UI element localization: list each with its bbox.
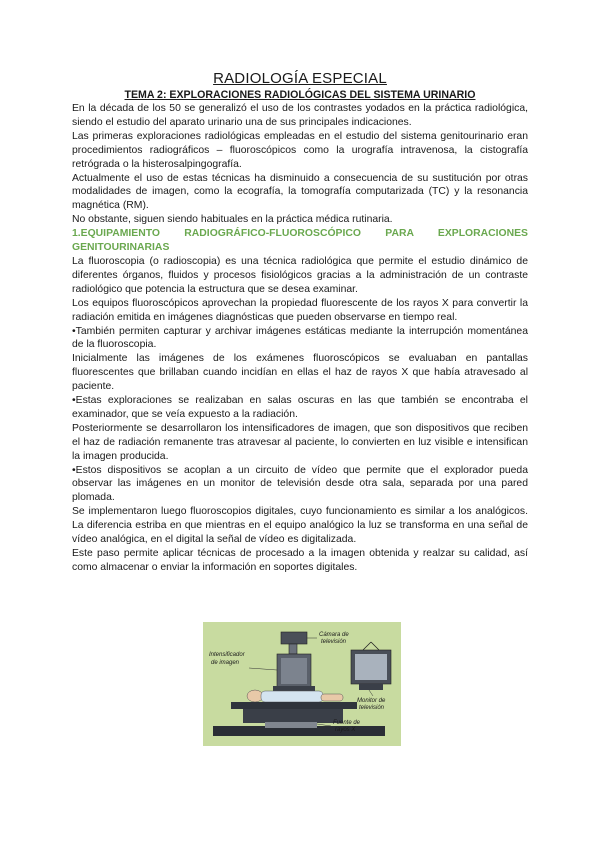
fluoroscopy-equipment-illustration bbox=[203, 622, 401, 746]
document-page bbox=[72, 70, 528, 575]
source-label-line1: Fuente de bbox=[333, 720, 361, 726]
camera-label-line2: televisión bbox=[321, 639, 347, 645]
paragraph: Este paso permite aplicar técnicas de procesado a la imagen obtenida y realzar su calidad, así como almacenar o enviar la información en soportes digitales. bbox=[72, 548, 528, 573]
topic-subtitle: TEMA 2: EXPLORACIONES RADIOLÓGICAS DEL SISTEMA URINARIO bbox=[124, 89, 476, 101]
section-heading: 1.EQUIPAMIENTO RADIOGRÁFICO-FLUOROSCÓPICO PARA EXPLORACIONES GENITOURINARIAS bbox=[72, 228, 528, 254]
paragraph: Los equipos fluoroscópicos aprovechan la propiedad fluorescente de los rayos X para convertir la radiación emitida en imágenes diagnósticas que pueden observarse en tiempo real. bbox=[72, 297, 528, 323]
bullet-paragraph: •También permiten capturar y archivar imágenes estáticas mediante la interrupción momentánea de la fluoroscopia. bbox=[72, 325, 528, 351]
paragraph: Posteriormente se desarrollaron los intensificadores de imagen, que son dispositivos que reciben el haz de radiación remanente tras atravesar al paciente, lo convierten en luz visible e intensifican la imagen producida. bbox=[72, 422, 528, 462]
image-intensifier bbox=[273, 654, 315, 692]
monitor-label-line1: Monitor de bbox=[357, 698, 386, 704]
source-label-line2: rayos X bbox=[335, 727, 356, 733]
intensifier-label-line1: Intensificador bbox=[209, 652, 245, 658]
paragraph: Las primeras exploraciones radiológicas empleadas en el estudio del sistema genitourinario eran procedimientos radiográficos – fluoroscópicos como la urografía intravenosa, la cistografía retrógrada o la histerosalpingografía. bbox=[72, 130, 528, 170]
paragraph: Se implementaron luego fluoroscopios digitales, cuyo funcionamiento es similar a los analógicos. La diferencia estriba en que mientras en el equipo analógico la luz se transforma en una señal de vídeo analógica, en el digital la señal de vídeo es digitalizada. bbox=[72, 506, 528, 546]
bullet-paragraph: •Estos dispositivos se acoplan a un circuito de vídeo que permite que el explorador pueda observar las imágenes en un monitor de televisión desde otra sala, separada por una pared plomada. bbox=[72, 464, 528, 504]
camera-label-line1: Cámara de bbox=[319, 632, 349, 638]
monitor-label-line2: televisión bbox=[359, 705, 385, 711]
intensifier-label-line2: de imagen bbox=[211, 660, 240, 666]
paragraph: En la década de los 50 se generalizó el uso de los contrastes yodados en la práctica radiológica, siendo el estudio del aparato urinario una de sus principales indicaciones. bbox=[72, 103, 528, 128]
paragraph: Inicialmente las imágenes de los exámenes fluoroscópicos se evaluaban en pantallas fluorescentes que brillaban cuando incidían en ellas el haz de rayos X que había atravesado al paciente. bbox=[72, 353, 528, 393]
paragraph: Actualmente el uso de estas técnicas ha disminuido a consecuencia de su sustitución por otras modalidades de imagen, como la ecografía, la tomografía computarizada (TC) y la resonancia magnética (RM). bbox=[72, 172, 528, 212]
bullet-paragraph: •Estas exploraciones se realizaban en salas oscuras en las que también se encontraba el examinador, que se veía expuesto a la radiación. bbox=[72, 395, 528, 420]
document-title: RADIOLOGÍA ESPECIAL bbox=[213, 70, 387, 87]
paragraph: La fluoroscopia (o radioscopia) es una técnica radiológica que permite el estudio dinámico de diferentes órganos, fluidos y procesos fisiológicos gracias a la administración de un contraste radiológico que potencia la estructura que se desea examinar. bbox=[72, 255, 528, 295]
paragraph: No obstante, siguen siendo habituales en la práctica médica rutinaria. bbox=[72, 214, 393, 226]
